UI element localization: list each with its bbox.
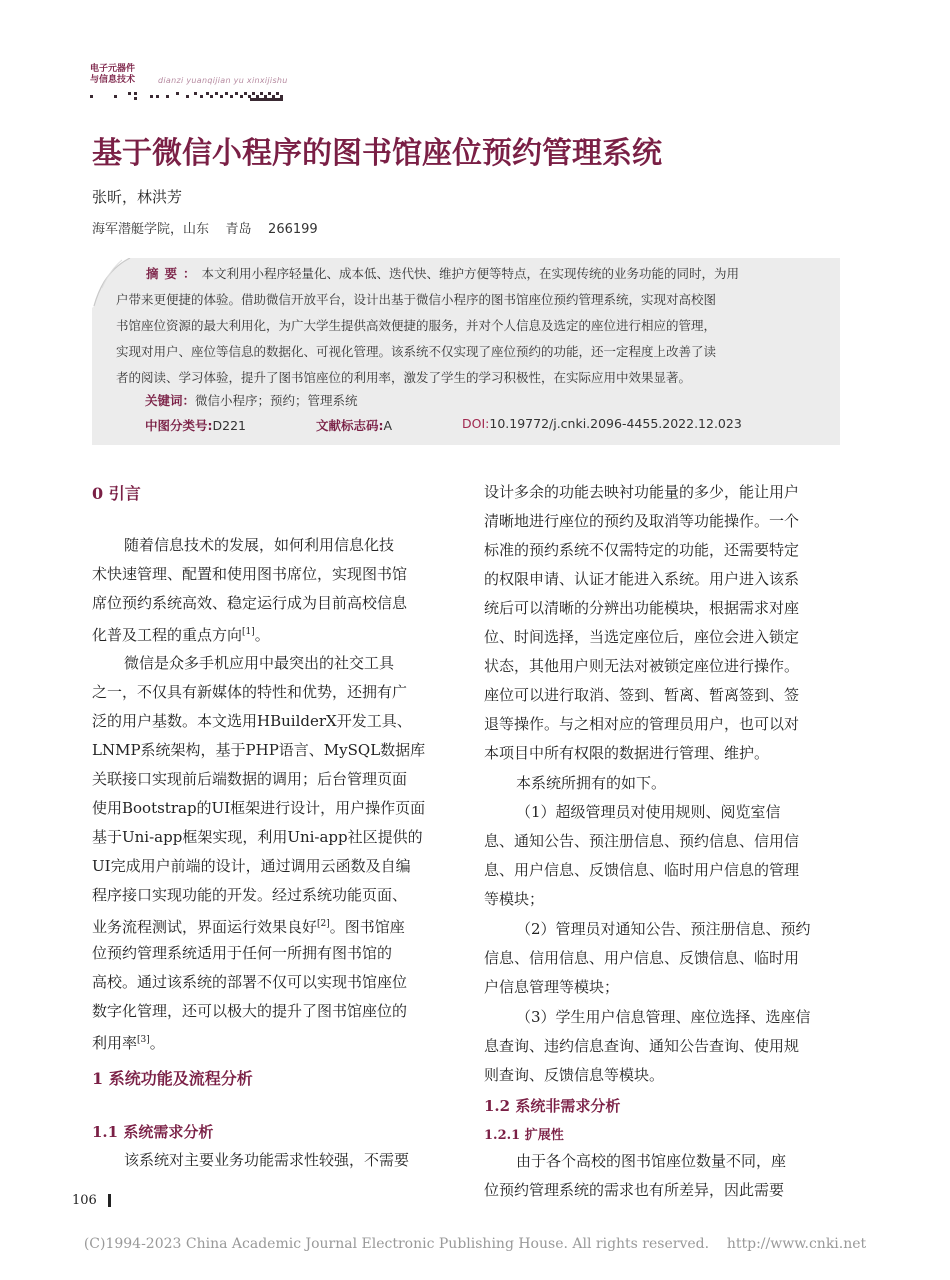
citation-3[interactable]: [3]	[137, 1035, 150, 1045]
para-requirements-line: 设计多余的功能去映衬功能量的多少，能让用户	[484, 483, 800, 501]
para-wechat-line: 利用率[3]。	[92, 1034, 165, 1052]
list-item-1: 息、用户信息、反馈信息、临时用户信息的管理	[484, 861, 800, 879]
para-intro-line: 术快速管理、配置和使用图书席位，实现图书馆	[92, 565, 408, 583]
section-0-heading: 0 引言	[92, 484, 141, 503]
para-wechat-line: 基于Uni-app框架实现，利用Uni-app社区提供的	[92, 828, 423, 846]
para-wechat-line: LNMP系统架构，基于PHP语言、MySQL数据库	[92, 741, 426, 759]
copyright-footer: (C)1994-2023 China Academic Journal Electronic Publishing House. All rights reserved. http://www.cnki.net	[83, 1236, 867, 1252]
para-wechat-line: 业务流程测试，界面运行效果良好[2]。图书馆座	[92, 918, 405, 936]
journal-name: 电子元器件 与信息技术	[90, 64, 136, 85]
para-requirements-line: 本项目中所有权限的数据进行管理、维护。	[484, 744, 770, 762]
clc-number: 中图分类号:D221	[145, 418, 246, 433]
para-requirements-line: 退等操作。与之相对应的管理员用户，也可以对	[484, 715, 800, 733]
abstract-line-2: 户带来更便捷的体验。借助微信开放平台，设计出基于微信小程序的图书馆座位预约管理系统，实现对高校图	[116, 292, 717, 307]
para-wechat-line: 微信是众多手机应用中最突出的社交工具	[124, 654, 395, 672]
list-item-2: （2）管理员对通知公告、预注册信息、预约	[516, 920, 811, 938]
para-extensibility-line: 由于各个高校的图书馆座位数量不同，座	[516, 1152, 787, 1170]
para-requirements-line: 标准的预约系统不仅需特定的功能，还需要特定	[484, 541, 800, 559]
list-item-1: （1）超级管理员对使用规则、阅览室信	[516, 803, 781, 821]
para-intro-line: 席位预约系统高效、稳定运行成为目前高校信息	[92, 594, 408, 612]
abstract-line-5: 者的阅读、学习体验，提升了图书馆座位的利用率，激发了学生的学习积极性，在实际应用中效果显著。	[116, 370, 692, 385]
para-wechat-line: 数字化管理，还可以极大的提升了图书馆座位的	[92, 1002, 408, 1020]
list-item-2: 信息、信用信息、用户信息、反馈信息、临时用	[484, 949, 800, 967]
doi[interactable]: DOI:10.19772/j.cnki.2096-4455.2022.12.023	[462, 416, 742, 431]
list-item-1: 等模块；	[484, 890, 545, 908]
para-wechat-line: 使用Bootstrap的UI框架进行设计，用户操作页面	[92, 799, 426, 817]
abstract-line-3: 书馆座位资源的最大利用化，为广大学生提供高效便捷的服务，并对个人信息及选定的座位进行相应的管理，	[116, 318, 717, 333]
para-requirements-line: 该系统对主要业务功能需求性较强，不需要	[124, 1151, 410, 1169]
abstract-line-4: 实现对用户、座位等信息的数据化、可视化管理。该系统不仅实现了座位预约的功能，还一定程度上改善了读	[116, 344, 717, 359]
para-intro-line: 化普及工程的重点方向[1]。	[92, 626, 270, 644]
list-item-2: 户信息管理等模块；	[484, 978, 620, 996]
affiliation: 海军潜艇学院，山东 青岛 266199	[92, 222, 318, 237]
para-intro-line: 随着信息技术的发展，如何利用信息化技	[124, 536, 395, 554]
para-requirements-line: 座位可以进行取消、签到、暂离、暂离签到、签	[484, 686, 800, 704]
para-wechat-line: 位预约管理系统适用于任何一所拥有图书馆的	[92, 944, 393, 962]
list-item-3: 则查询、反馈信息等模块。	[484, 1066, 665, 1084]
para-wechat-line: 程序接口实现功能的开发。经过系统功能页面、	[92, 886, 408, 904]
para-wechat-line: 泛的用户基数。本文选用HBuilderX开发工具、	[92, 712, 412, 730]
para-wechat-line: 之一，不仅具有新媒体的特性和优势，还拥有广	[92, 683, 408, 701]
page-number-bar	[108, 1194, 111, 1207]
list-item-3: （3）学生用户信息管理、座位选择、选座信	[516, 1008, 811, 1026]
section-1-2-1-heading: 1.2.1 扩展性	[484, 1128, 564, 1143]
list-item-3: 息查询、违约信息查询、通知公告查询、使用规	[484, 1037, 800, 1055]
para-requirements-line: 的权限申请、认证才能进入系统。用户进入该系	[484, 570, 800, 588]
list-item-1: 息、通知公告、预注册信息、预约信息、信用信	[484, 832, 800, 850]
section-1-2-heading: 1.2 系统非需求分析	[484, 1097, 621, 1115]
journal-dot-pattern-icon	[90, 90, 285, 102]
para-wechat-line: 高校。通过该系统的部署不仅可以实现书馆座位	[92, 973, 408, 991]
citation-2[interactable]: [2]	[317, 919, 330, 929]
para-requirements-line: 状态，其他用户则无法对被锁定座位进行操作。	[484, 657, 800, 675]
para-wechat-line: 关联接口实现前后端数据的调用；后台管理页面	[92, 770, 408, 788]
para-requirements-line: 清晰地进行座位的预约及取消等功能操作。一个	[484, 512, 800, 530]
authors: 张昕，林洪芳	[92, 188, 183, 206]
keywords: 关键词：微信小程序；预约；管理系统	[145, 393, 358, 408]
abstract-label: 摘要：	[146, 266, 202, 281]
para-extensibility-line: 位预约管理系统的需求也有所差异，因此需要	[484, 1181, 785, 1199]
page-number: 106	[72, 1193, 97, 1208]
abstract-line-1: 摘要：本文利用小程序轻量化、成本低、迭代快、维护方便等特点，在实现传统的业务功能的同时，为用	[146, 266, 740, 281]
article-title: 基于微信小程序的图书馆座位预约管理系统	[92, 136, 662, 171]
para-wechat-line: UI完成用户前端的设计，通过调用云函数及自编	[92, 857, 411, 875]
journal-pinyin: dianzi yuanqijian yu xinxijishu	[158, 76, 288, 85]
section-1-heading: 1 系统功能及流程分析	[92, 1069, 253, 1088]
para-requirements-line: 统后可以清晰的分辨出功能模块，根据需求对座	[484, 599, 800, 617]
list-intro: 本系统所拥有的如下。	[516, 774, 667, 792]
section-1-1-heading: 1.1 系统需求分析	[92, 1123, 214, 1141]
citation-1[interactable]: [1]	[242, 627, 255, 637]
document-code: 文献标志码:A	[316, 418, 393, 433]
para-requirements-line: 位、时间选择，当选定座位后，座位会进入锁定	[484, 628, 800, 646]
